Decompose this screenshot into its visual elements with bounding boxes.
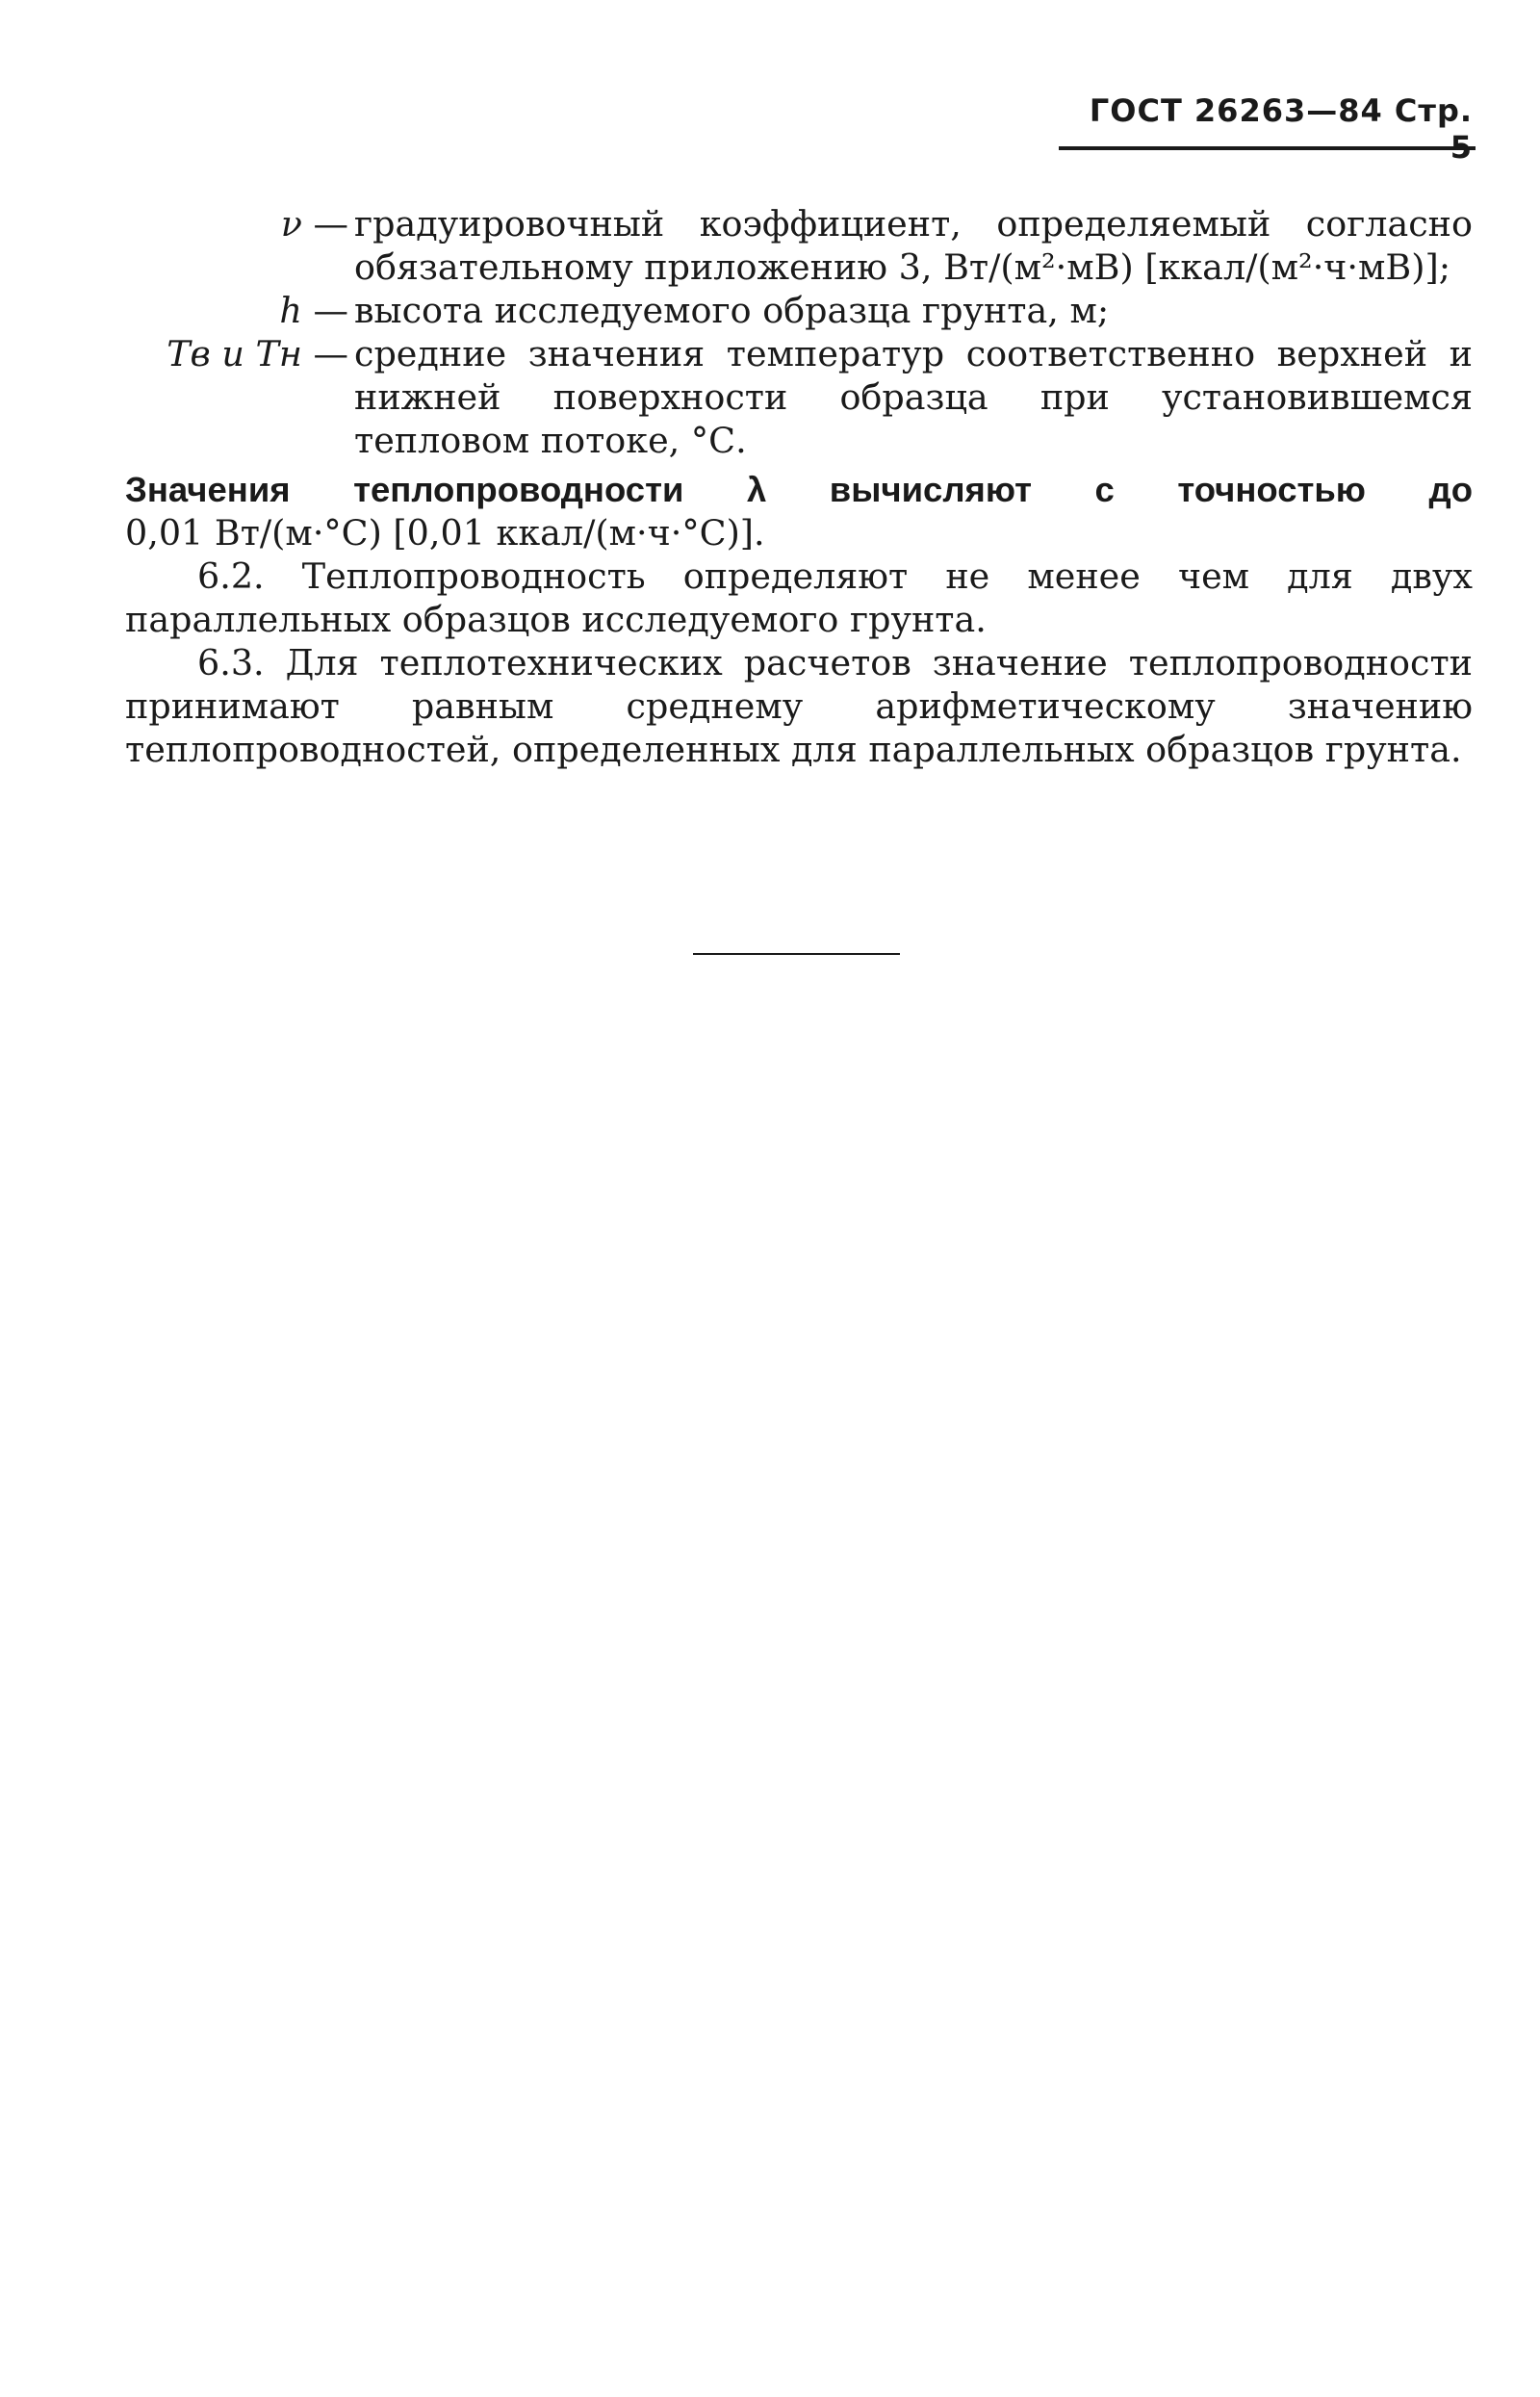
definition-term: h — — [279, 290, 348, 331]
header-rule — [1059, 146, 1476, 150]
definition-h — [125, 289, 1473, 332]
definition-nu — [125, 202, 1473, 289]
definition-text: высота исследуемого образца грунта, м; — [354, 290, 1110, 331]
paragraph-precision-bold: Значения теплопроводности λ вычисляют с точностью до — [125, 470, 1473, 509]
definition-text: градуировочный коэффициент, определяемый согласно обязательному приложению 3, Вт/(м²·мВ) [ккал/(м²·ч·мВ)]; — [354, 203, 1473, 288]
definition-term: ν — — [280, 203, 348, 245]
paragraph-precision — [125, 468, 1473, 554]
paragraph-6-3: 6.3. Для теплотехнических расчетов значение теплопроводности принимают равным среднему арифметическому значению теплопроводностей, определенных для параллельных образцов грунта. — [125, 642, 1473, 770]
definition-text: средние значения температур соответственно верхней и нижней поверхности образца при установившемся тепловом потоке, °С. — [354, 333, 1473, 461]
end-rule — [693, 953, 900, 955]
definition-term: Tв и Tн — — [167, 333, 348, 374]
paragraph-6-2: 6.2. Теплопроводность определяют не менее чем для двух параллельных образцов исследуемого грунта. — [125, 555, 1473, 640]
paragraph-precision-units: 0,01 Вт/(м·°С) [0,01 ккал/(м·ч·°С)]. — [125, 512, 765, 554]
definition-temperatures — [125, 332, 1473, 462]
document-body — [125, 202, 1473, 771]
page-header: ГОСТ 26263—84 Стр. — [1089, 92, 1473, 129]
